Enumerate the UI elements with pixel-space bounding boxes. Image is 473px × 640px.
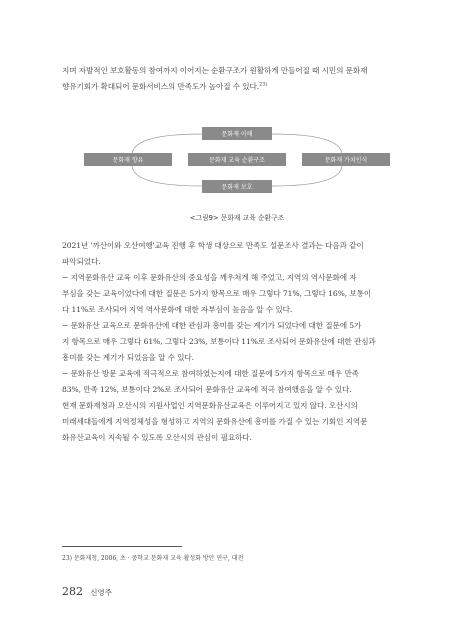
body-line: 2021년 '까산이와 오산여행'교육 진행 후 학생 대상으로 만족도 설문조사 결과는 다음과 같이 xyxy=(62,241,364,250)
body-line: 흥미를 갖는 계기가 되었음을 알 수 있다. xyxy=(62,353,194,362)
node-education-cycle: 문화재 교육 순환구조 xyxy=(188,153,286,166)
body-text xyxy=(62,238,412,446)
body-line: 미래세대들에게 지역정체성을 형성하고 지역의 문화유산에 흥미를 가질 수 있는 기회인 지역문 xyxy=(62,417,368,426)
body-line: − 문화유산 방문 교육에 적극적으로 참여하였는지에 대한 질문에 5가지 항목으로 매우 만족 xyxy=(62,369,359,378)
node-value-awareness: 문화재 가치인식 xyxy=(302,153,390,166)
body-line: 지 항목으로 매우 그렇다 61%, 그렇다 23%, 보통이다 11%로 조사되어 문화유산에 대한 관심과 xyxy=(62,337,376,346)
intro-line: 향유기회가 확대되어 문화서비스의 만족도가 높아질 수 있다.$^{23)}$ xyxy=(62,81,268,91)
author-name: 신영주 xyxy=(90,588,112,597)
body-line: 현재 문화재청과 오산시의 지원사업인 지역문화유산교육은 이루어지고 있지 않다. 오산시의 xyxy=(62,401,358,410)
body-line: 파악되었다. xyxy=(62,257,101,266)
body-line: 부심을 갖는 교육이었다에 대한 질문은 5가지 항목으로 매우 그렇다 71%, 그렇다 16%, 보통이 xyxy=(62,289,372,298)
node-enjoyment: 문화재 향유 xyxy=(84,153,172,166)
node-understanding: 문화재 이해 xyxy=(202,127,272,140)
node-protection: 문화재 보호 xyxy=(202,180,272,193)
body-line: 83%, 만족 12%, 보통이다 2%로 조사되어 문화유산 교육에 적극 참여했음을 알 수 있다. xyxy=(62,385,352,394)
intro-line: 지며 자발적인 보호활동의 참여까지 이어지는 순환구조가 원활하게 만들어질 때 시민의 문화재 xyxy=(62,66,368,75)
body-line: 다 11%로 조사되어 지역 역사문화에 대한 자부심이 높음을 알 수 있다. xyxy=(62,305,293,314)
footnote: 23) 문화재청, 2006, 초 · 중학교 문화재 교육 활성화 방안 연구, 대전 xyxy=(62,555,244,562)
body-line: 화유산교육이 지속될 수 있도록 오산시의 관심이 필요하다. xyxy=(62,433,252,442)
footnote-ref: 23) xyxy=(259,81,268,88)
cycle-diagram xyxy=(62,120,412,200)
intro-paragraph xyxy=(62,63,412,95)
page-footer xyxy=(62,585,112,598)
footnote-divider xyxy=(62,546,182,547)
body-line: − 지역문화유산 교육 이후 문화유산의 중요성을 깨우쳐게 해 주었고, 지역의 역사문화에 자 xyxy=(62,273,357,282)
page-number: 282 xyxy=(62,585,83,598)
figure-caption: <그림9> 문화재 교육 순환구조 xyxy=(189,214,285,222)
body-line: − 문화유산 교육으로 문화유산에 대한 관심과 흥미를 갖는 계기가 되었다에 대한 질문에 5가 xyxy=(62,321,362,330)
